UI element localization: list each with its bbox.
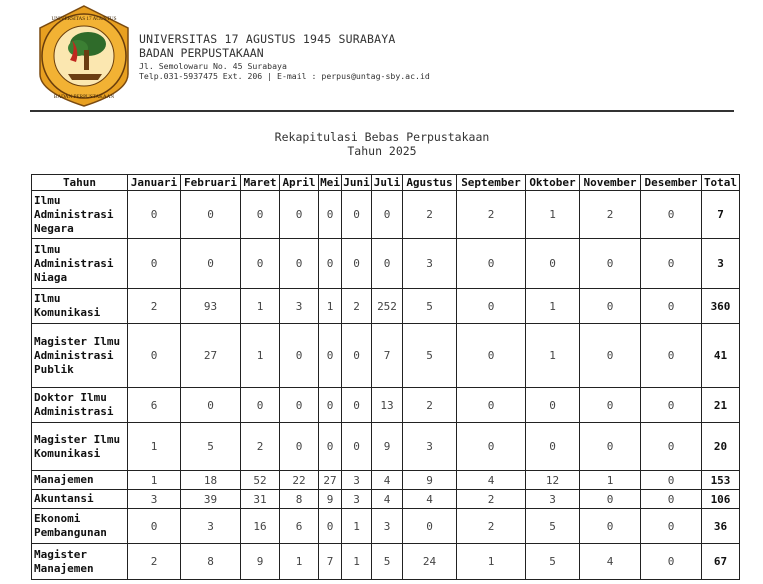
- month-count-cell: 6: [280, 509, 319, 544]
- month-count-cell: 39: [181, 490, 241, 509]
- month-count-cell: 0: [526, 388, 580, 423]
- month-count-cell: 1: [580, 471, 641, 490]
- month-count-cell: 7: [319, 544, 342, 580]
- month-count-cell: 1: [526, 289, 580, 324]
- month-count-cell: 2: [457, 509, 526, 544]
- column-header: Januari: [128, 175, 181, 191]
- month-count-cell: 9: [372, 423, 403, 471]
- table-row: [32, 509, 740, 544]
- month-count-cell: 0: [457, 423, 526, 471]
- month-count-cell: 0: [241, 388, 280, 423]
- address-line: Jl. Semolowaru No. 45 Surabaya: [139, 61, 287, 71]
- program-name-cell: Akuntansi: [32, 490, 128, 509]
- program-name-cell: Magister Ilmu Administrasi Publik: [32, 324, 128, 388]
- month-count-cell: 0: [128, 191, 181, 239]
- table-row: [32, 490, 740, 509]
- month-count-cell: 93: [181, 289, 241, 324]
- month-count-cell: 0: [526, 423, 580, 471]
- report-title-block: [30, 130, 734, 158]
- month-count-cell: 3: [372, 509, 403, 544]
- recap-table: [31, 174, 740, 580]
- month-count-cell: 27: [181, 324, 241, 388]
- column-header: Oktober: [526, 175, 580, 191]
- month-count-cell: 0: [280, 191, 319, 239]
- month-count-cell: 4: [372, 490, 403, 509]
- total-cell: 36: [702, 509, 740, 544]
- column-header: Maret: [241, 175, 280, 191]
- month-count-cell: 16: [241, 509, 280, 544]
- total-cell: 153: [702, 471, 740, 490]
- month-count-cell: 0: [280, 423, 319, 471]
- column-header: Juli: [372, 175, 403, 191]
- month-count-cell: 0: [580, 490, 641, 509]
- month-count-cell: 0: [457, 324, 526, 388]
- total-cell: 67: [702, 544, 740, 580]
- month-count-cell: 0: [181, 191, 241, 239]
- total-cell: 20: [702, 423, 740, 471]
- month-count-cell: 4: [372, 471, 403, 490]
- month-count-cell: 0: [641, 388, 702, 423]
- program-name-cell: Doktor Ilmu Administrasi: [32, 388, 128, 423]
- column-header: Tahun: [32, 175, 128, 191]
- month-count-cell: 2: [128, 289, 181, 324]
- month-count-cell: 0: [457, 388, 526, 423]
- month-count-cell: 8: [280, 490, 319, 509]
- table-row: [32, 423, 740, 471]
- month-count-cell: 4: [580, 544, 641, 580]
- month-count-cell: 5: [526, 544, 580, 580]
- month-count-cell: 0: [128, 509, 181, 544]
- month-count-cell: 1: [342, 544, 372, 580]
- month-count-cell: 2: [457, 490, 526, 509]
- svg-text:BADAN PERPUSTAKAAN: BADAN PERPUSTAKAAN: [53, 94, 115, 100]
- contact-line: Telp.031-5937475 Ext. 206 | E-mail : perpus@untag-sby.ac.id: [139, 71, 430, 81]
- column-header: Februari: [181, 175, 241, 191]
- month-count-cell: 1: [526, 324, 580, 388]
- program-name-cell: Ilmu Administrasi Negara: [32, 191, 128, 239]
- month-count-cell: 0: [241, 239, 280, 289]
- month-count-cell: 0: [641, 191, 702, 239]
- month-count-cell: 0: [641, 490, 702, 509]
- month-count-cell: 5: [372, 544, 403, 580]
- university-seal-logo-icon: [32, 4, 136, 108]
- month-count-cell: 1: [241, 289, 280, 324]
- month-count-cell: 7: [372, 324, 403, 388]
- month-count-cell: 0: [241, 191, 280, 239]
- header-divider: [30, 110, 734, 112]
- program-name-cell: Manajemen: [32, 471, 128, 490]
- month-count-cell: 0: [342, 388, 372, 423]
- month-count-cell: 0: [319, 423, 342, 471]
- month-count-cell: 3: [280, 289, 319, 324]
- month-count-cell: 1: [526, 191, 580, 239]
- month-count-cell: 0: [403, 509, 457, 544]
- month-count-cell: 0: [280, 388, 319, 423]
- month-count-cell: 0: [580, 289, 641, 324]
- month-count-cell: 0: [457, 289, 526, 324]
- month-count-cell: 22: [280, 471, 319, 490]
- month-count-cell: 0: [342, 324, 372, 388]
- month-count-cell: 6: [128, 388, 181, 423]
- month-count-cell: 2: [128, 544, 181, 580]
- month-count-cell: 0: [580, 239, 641, 289]
- table-row: [32, 239, 740, 289]
- column-header: September: [457, 175, 526, 191]
- month-count-cell: 252: [372, 289, 403, 324]
- month-count-cell: 8: [181, 544, 241, 580]
- month-count-cell: 0: [526, 239, 580, 289]
- month-count-cell: 0: [280, 324, 319, 388]
- month-count-cell: 0: [580, 388, 641, 423]
- total-cell: 41: [702, 324, 740, 388]
- program-name-cell: Ilmu Administrasi Niaga: [32, 239, 128, 289]
- month-count-cell: 0: [580, 324, 641, 388]
- month-count-cell: 0: [641, 423, 702, 471]
- month-count-cell: 31: [241, 490, 280, 509]
- month-count-cell: 0: [342, 191, 372, 239]
- month-count-cell: 3: [403, 423, 457, 471]
- program-name-cell: Ekonomi Pembangunan: [32, 509, 128, 544]
- month-count-cell: 0: [342, 423, 372, 471]
- month-count-cell: 0: [580, 509, 641, 544]
- month-count-cell: 0: [319, 239, 342, 289]
- month-count-cell: 0: [319, 509, 342, 544]
- table-row: [32, 324, 740, 388]
- total-cell: 7: [702, 191, 740, 239]
- column-header: Agustus: [403, 175, 457, 191]
- report-subtitle: Tahun 2025: [347, 144, 417, 158]
- month-count-cell: 9: [319, 490, 342, 509]
- month-count-cell: 5: [181, 423, 241, 471]
- column-header: Total: [702, 175, 740, 191]
- month-count-cell: 0: [372, 239, 403, 289]
- month-count-cell: 9: [403, 471, 457, 490]
- month-count-cell: 27: [319, 471, 342, 490]
- month-count-cell: 0: [641, 471, 702, 490]
- month-count-cell: 0: [641, 239, 702, 289]
- month-count-cell: 9: [241, 544, 280, 580]
- table-header-row: [32, 175, 740, 191]
- month-count-cell: 4: [457, 471, 526, 490]
- program-name-cell: Magister Ilmu Komunikasi: [32, 423, 128, 471]
- table-row: [32, 388, 740, 423]
- svg-text:UNIVERSITAS 17 AGUSTUS: UNIVERSITAS 17 AGUSTUS: [51, 16, 117, 22]
- column-header: November: [580, 175, 641, 191]
- column-header: April: [280, 175, 319, 191]
- month-count-cell: 3: [342, 471, 372, 490]
- month-count-cell: 0: [280, 239, 319, 289]
- program-name-cell: Ilmu Komunikasi: [32, 289, 128, 324]
- table-row: [32, 289, 740, 324]
- unit-name: BADAN PERPUSTAKAAN: [139, 46, 264, 60]
- month-count-cell: 2: [342, 289, 372, 324]
- month-count-cell: 0: [580, 423, 641, 471]
- university-name: UNIVERSITAS 17 AGUSTUS 1945 SURABAYA: [139, 32, 396, 46]
- month-count-cell: 1: [457, 544, 526, 580]
- total-cell: 21: [702, 388, 740, 423]
- total-cell: 360: [702, 289, 740, 324]
- month-count-cell: 3: [403, 239, 457, 289]
- month-count-cell: 1: [319, 289, 342, 324]
- month-count-cell: 2: [403, 191, 457, 239]
- month-count-cell: 4: [403, 490, 457, 509]
- column-header: Juni: [343, 176, 370, 189]
- month-count-cell: 0: [372, 191, 403, 239]
- month-count-cell: 0: [319, 191, 342, 239]
- month-count-cell: 0: [128, 324, 181, 388]
- month-count-cell: 2: [580, 191, 641, 239]
- month-count-cell: 1: [280, 544, 319, 580]
- month-count-cell: 2: [241, 423, 280, 471]
- letterhead: [32, 4, 732, 108]
- table-row: [32, 191, 740, 239]
- month-count-cell: 3: [526, 490, 580, 509]
- table-row: [32, 471, 740, 490]
- month-count-cell: 12: [526, 471, 580, 490]
- month-count-cell: 3: [342, 490, 372, 509]
- month-count-cell: 2: [457, 191, 526, 239]
- month-count-cell: 0: [319, 388, 342, 423]
- month-count-cell: 0: [181, 388, 241, 423]
- institution-block: [139, 32, 430, 81]
- table-row: [32, 544, 740, 580]
- month-count-cell: 1: [342, 509, 372, 544]
- month-count-cell: 0: [128, 239, 181, 289]
- month-count-cell: 1: [128, 471, 181, 490]
- month-count-cell: 0: [641, 544, 702, 580]
- column-header: Mei: [320, 176, 340, 189]
- month-count-cell: 24: [403, 544, 457, 580]
- month-count-cell: 3: [128, 490, 181, 509]
- column-header: Desember: [641, 175, 702, 191]
- month-count-cell: 18: [181, 471, 241, 490]
- month-count-cell: 0: [641, 324, 702, 388]
- total-cell: 3: [702, 239, 740, 289]
- report-title: Rekapitulasi Bebas Perpustakaan: [274, 130, 490, 144]
- month-count-cell: 13: [372, 388, 403, 423]
- month-count-cell: 2: [403, 388, 457, 423]
- month-count-cell: 5: [403, 324, 457, 388]
- month-count-cell: 5: [526, 509, 580, 544]
- month-count-cell: 0: [457, 239, 526, 289]
- table-body: [32, 191, 740, 580]
- total-cell: 106: [702, 490, 740, 509]
- month-count-cell: 1: [128, 423, 181, 471]
- month-count-cell: 3: [181, 509, 241, 544]
- month-count-cell: 5: [403, 289, 457, 324]
- month-count-cell: 0: [181, 239, 241, 289]
- month-count-cell: 0: [641, 289, 702, 324]
- month-count-cell: 0: [319, 324, 342, 388]
- month-count-cell: 0: [641, 509, 702, 544]
- program-name-cell: Magister Manajemen: [32, 544, 128, 580]
- month-count-cell: 52: [241, 471, 280, 490]
- month-count-cell: 0: [342, 239, 372, 289]
- month-count-cell: 1: [241, 324, 280, 388]
